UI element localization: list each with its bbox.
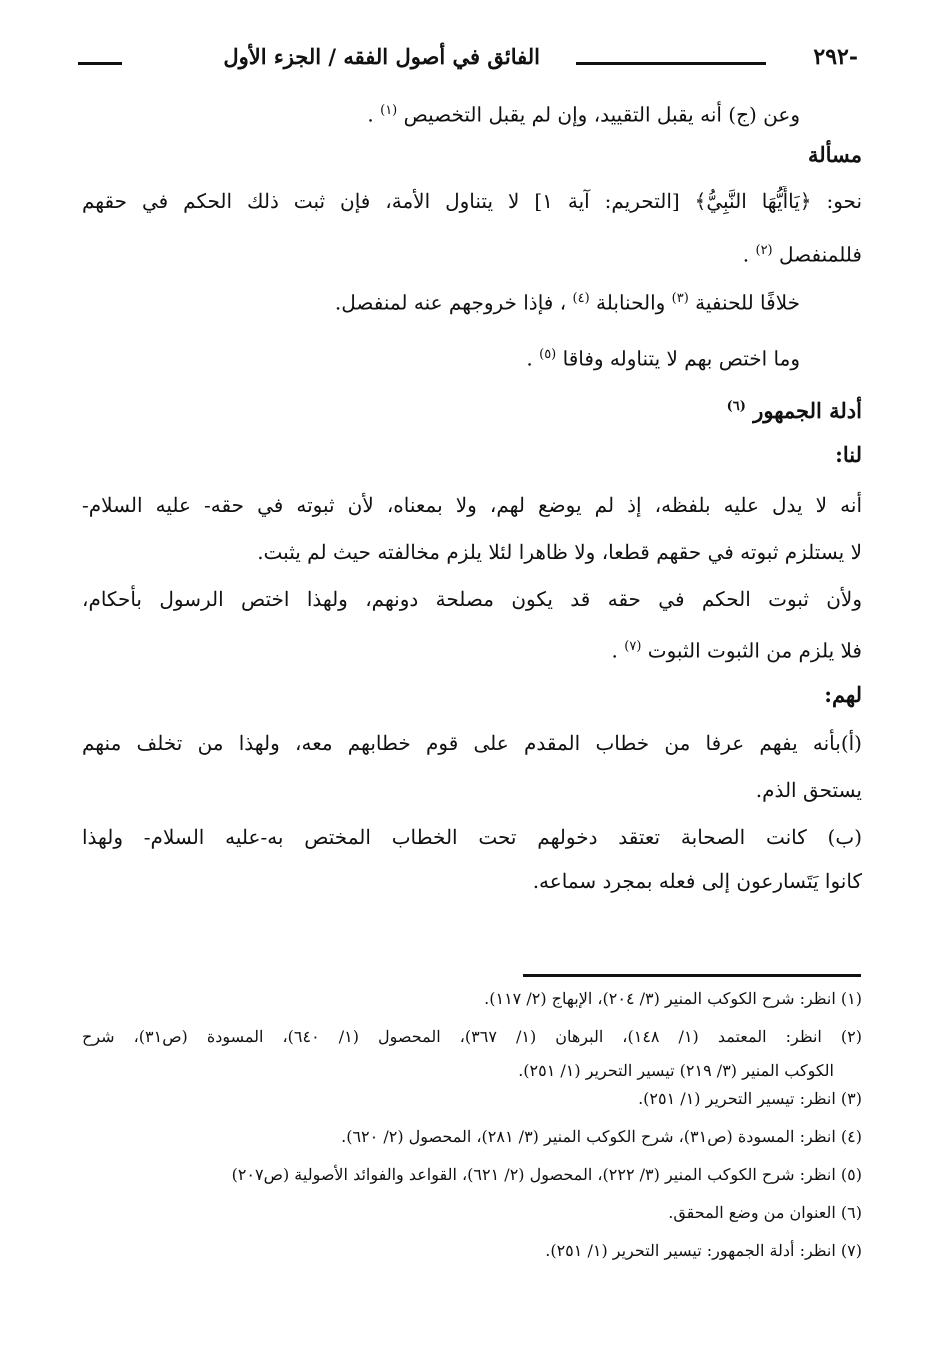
paragraph xyxy=(82,96,862,130)
header-rule xyxy=(78,62,122,65)
paragraph xyxy=(82,284,862,318)
paragraph-line: (أ)بأنه يفهم عرفا من خطاب المقدم على قوم خطابهم معه، ولهذا من تخلف منهم xyxy=(82,731,862,755)
punctuation: . xyxy=(526,346,533,371)
footnote-2: (٢) انظر: المعتمد (١/ ١٤٨)، البرهان (١/ ٣٦٧)، المحصول (١/ ٦٤٠)، المسودة (ص٣١)، شرح xyxy=(82,1027,862,1046)
heading-lana: لنا: xyxy=(835,442,862,467)
footnote-3: (٣) انظر: تيسير التحرير (١/ ٢٥١). xyxy=(638,1089,862,1108)
section-heading xyxy=(82,680,862,710)
header-rule xyxy=(576,62,766,65)
punctuation: . xyxy=(367,102,374,127)
paragraph-text: وعن (ج) أنه يقبل التقييد، وإن لم يقبل التخصيص xyxy=(403,102,800,127)
footnote-ref[interactable]: (٣) xyxy=(671,291,689,306)
footnote-4: (٤) انظر: المسودة (ص٣١)، شرح الكوكب المنير (٣/ ٢٨١)، المحصول (٢/ ٦٢٠). xyxy=(341,1127,862,1146)
paragraph xyxy=(82,866,862,896)
footnote-ref[interactable]: (٤) xyxy=(572,291,590,306)
page-number: -٢٩٢ xyxy=(813,44,858,70)
footnote-2-cont: الكوكب المنير (٣/ ٢١٩) تيسير التحرير (١/ ٢٥١). xyxy=(518,1061,834,1080)
footnote-separator xyxy=(523,974,861,977)
paragraph-line: (ب) كانت الصحابة تعتقد دخولهم تحت الخطاب المختص به-عليه السلام- ولهذا xyxy=(82,825,862,849)
footnote-6: (٦) العنوان من وضع المحقق. xyxy=(668,1203,862,1222)
paragraph xyxy=(82,236,862,270)
paragraph-line: لا يستلزم ثبوته في حقهم قطعا، ولا ظاهرا لئلا يلزم مخالفته حيث لم يثبت. xyxy=(257,540,862,564)
heading-masala: مسألة xyxy=(807,142,862,167)
paragraph xyxy=(82,728,862,758)
punctuation: . xyxy=(611,638,618,663)
section-heading xyxy=(82,140,862,170)
paragraph-text: فلا يلزم من الثبوت الثبوت xyxy=(647,638,862,663)
paragraph-line: كانوا يَتَسارعون إلى فعله بمجرد سماعه. xyxy=(532,869,862,893)
paragraph-text: والحنابلة xyxy=(596,290,666,315)
footnote-ref[interactable]: (١) xyxy=(380,103,398,118)
paragraph xyxy=(82,632,862,666)
section-heading xyxy=(82,392,862,426)
paragraph-text: وما اختص بهم لا يتناوله وفاقا xyxy=(562,346,800,371)
footnote-1: (١) انظر: شرح الكوكب المنير (٣/ ٢٠٤)، الإبهاج (٢/ ١١٧). xyxy=(484,989,862,1008)
paragraph xyxy=(82,537,862,567)
paragraph-text: فللمنفصل xyxy=(778,242,862,267)
paragraph-line: يستحق الذم. xyxy=(755,778,862,802)
footnote-ref[interactable]: (٦) xyxy=(726,399,746,414)
paragraph xyxy=(82,822,862,852)
heading-lahum: لهم: xyxy=(824,682,862,707)
footnote-ref[interactable]: (٧) xyxy=(624,639,642,654)
section-heading xyxy=(82,440,862,470)
punctuation: . xyxy=(742,242,750,267)
paragraph xyxy=(82,186,862,216)
footnote-ref[interactable]: (٢) xyxy=(755,243,773,258)
running-title: الفائق في أصول الفقه / الجزء الأول xyxy=(223,44,540,69)
footnote-ref[interactable]: (٥) xyxy=(539,347,557,362)
paragraph xyxy=(82,340,862,374)
heading-evidence: أدلة الجمهور xyxy=(753,398,862,423)
footnote-5: (٥) انظر: شرح الكوكب المنير (٣/ ٢٢٢)، المحصول (٢/ ٦٢١)، القواعد والفوائد الأصولية (ص٢٠٧) xyxy=(231,1165,862,1184)
paragraph xyxy=(82,490,862,520)
running-header xyxy=(78,44,858,84)
footnotes xyxy=(82,984,862,1266)
paragraph-line: أنه لا يدل عليه بلفظه، إذ لم يوضع لهم، ولا بمعناه، لأن ثبوته في حقه- عليه السلام- xyxy=(82,493,862,517)
paragraph xyxy=(82,775,862,805)
paragraph-line: نحو: ﴿يَاأَيُّهَا النَّبِيُّ﴾ [التحريم: آية ١] لا يتناول الأمة، فإن ثبت ذلك الحكم في حقهم xyxy=(82,189,862,213)
paragraph-text: ، فإذا خروجهم عنه لمنفصل. xyxy=(334,290,567,315)
paragraph xyxy=(82,584,862,614)
footnote-7: (٧) انظر: أدلة الجمهور: تيسير التحرير (١/ ٢٥١). xyxy=(545,1241,862,1260)
paragraph-text: خلافًا للحنفية xyxy=(695,290,800,315)
paragraph-line: ولأن ثبوت الحكم في حقه قد يكون مصلحة دونهم، ولهذا اختص الرسول بأحكام، xyxy=(82,587,862,611)
